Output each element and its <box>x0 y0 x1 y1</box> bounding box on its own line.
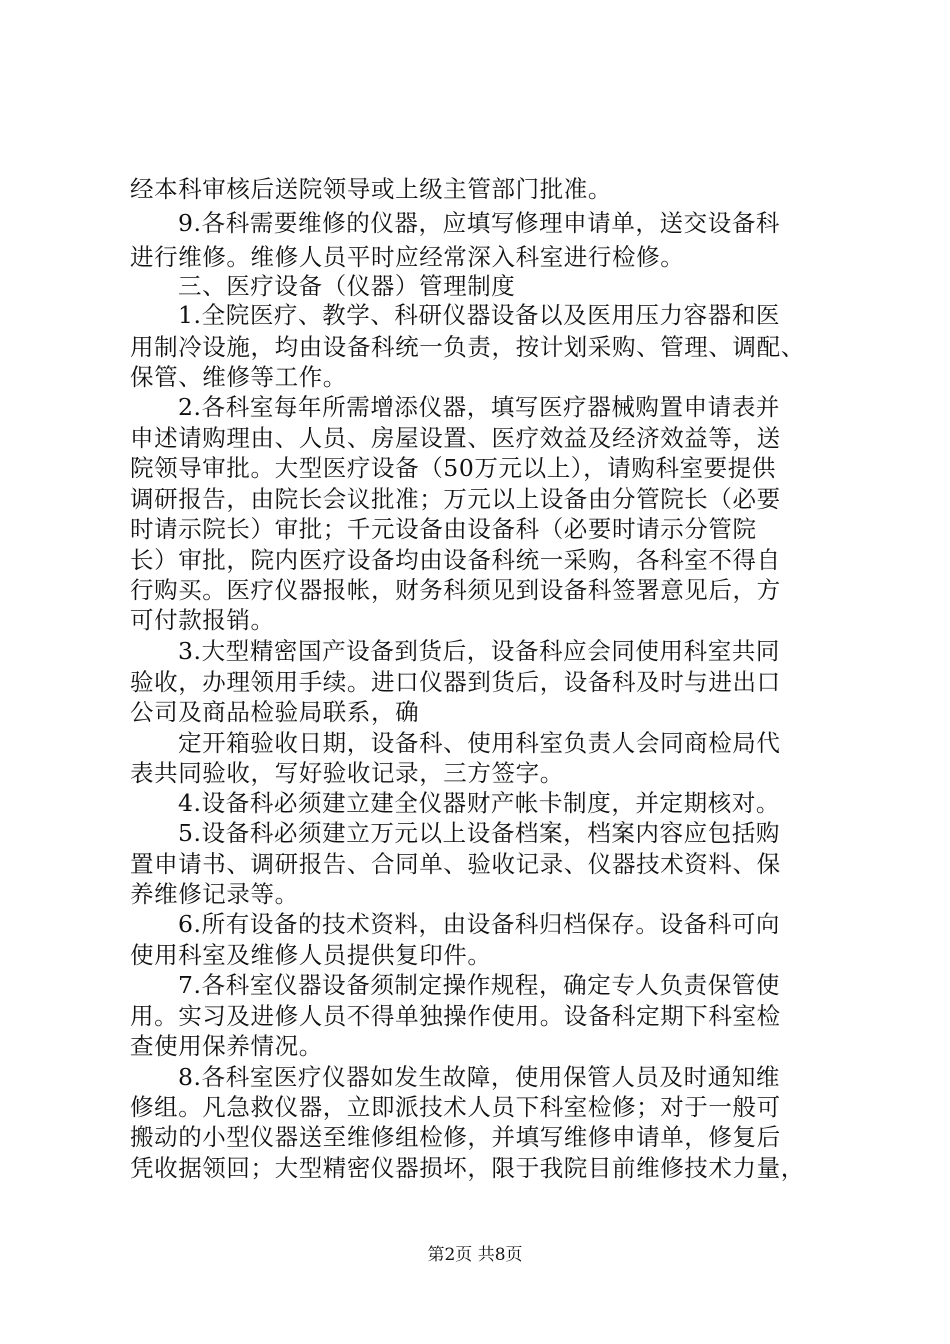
body-line: 2.各科室每年所需增添仪器，填写医疗器械购置申请表并 <box>178 393 781 421</box>
body-line: 9.各科需要维修的仪器，应填写修理申请单，送交设备科 <box>178 209 781 237</box>
body-line: 1.全院医疗、教学、科研仪器设备以及医用压力容器和医 <box>178 301 781 329</box>
body-line: 申述请购理由、人员、房屋设置、医疗效益及经济效益等，送 <box>130 424 781 452</box>
body-line: 搬动的小型仪器送至维修组检修，并填写维修申请单，修复后 <box>130 1123 781 1151</box>
body-line: 进行维修。维修人员平时应经常深入科室进行检修。 <box>130 243 685 271</box>
body-line: 查使用保养情况。 <box>130 1032 323 1060</box>
body-line: 行购买。医疗仪器报帐，财务科须见到设备科签署意见后，方 <box>130 576 781 604</box>
body-line: 5.设备科必须建立万元以上设备档案，档案内容应包括购 <box>178 819 781 847</box>
body-line: 验收，办理领用手续。进口仪器到货后，设备科及时与进出口 <box>130 668 781 696</box>
body-line: 6.所有设备的技术资料，由设备科归档保存。设备科可向 <box>178 910 781 938</box>
body-line: 用制冷设施，均由设备科统一负责，按计划采购、管理、调配、 <box>130 333 805 361</box>
body-line: 7.各科室仪器设备须制定操作规程，确定专人负责保管使 <box>178 971 781 999</box>
page-number: 第2页 共8页 <box>427 1245 523 1265</box>
body-line: 置申请书、调研报告、合同单、验收记录、仪器技术资料、保 <box>130 850 781 878</box>
body-line: 经本科审核后送院领导或上级主管部门批准。 <box>130 175 612 203</box>
body-line: 调研报告，由院长会议批准；万元以上设备由分管院长（必要 <box>130 485 781 513</box>
body-line: 保管、维修等工作。 <box>130 363 347 391</box>
body-line: 使用科室及维修人员提供复印件。 <box>130 941 492 969</box>
section-heading: 三、医疗设备（仪器）管理制度 <box>178 272 516 300</box>
body-line: 3.大型精密国产设备到货后，设备科应会同使用科室共同 <box>178 637 781 665</box>
body-line: 时请示院长）审批；千元设备由设备科（必要时请示分管院 <box>130 515 757 543</box>
body-line: 修组。凡急救仪器，立即派技术人员下科室检修；对于一般可 <box>130 1093 781 1121</box>
body-line: 8.各科室医疗仪器如发生故障，使用保管人员及时通知维 <box>178 1063 781 1091</box>
body-line: 4.设备科必须建立建全仪器财产帐卡制度，并定期核对。 <box>178 789 781 817</box>
body-line: 定开箱验收日期，设备科、使用科室负责人会同商检局代 <box>178 729 781 757</box>
body-line: 院领导审批。大型医疗设备（50万元以上），请购科室要提供 <box>130 454 776 482</box>
body-line: 表共同验收，写好验收记录，三方签字。 <box>130 759 564 787</box>
body-line: 凭收据领回；大型精密仪器损坏，限于我院目前维修技术力量， <box>130 1154 805 1182</box>
body-line: 用。实习及进修人员不得单独操作使用。设备科定期下科室检 <box>130 1002 781 1030</box>
body-line: 养维修记录等。 <box>130 880 299 908</box>
body-line: 可付款报销。 <box>130 606 275 634</box>
body-line: 长）审批，院内医疗设备均由设备科统一采购，各科室不得自 <box>130 546 781 574</box>
body-line: 公司及商品检验局联系，确 <box>130 698 420 726</box>
